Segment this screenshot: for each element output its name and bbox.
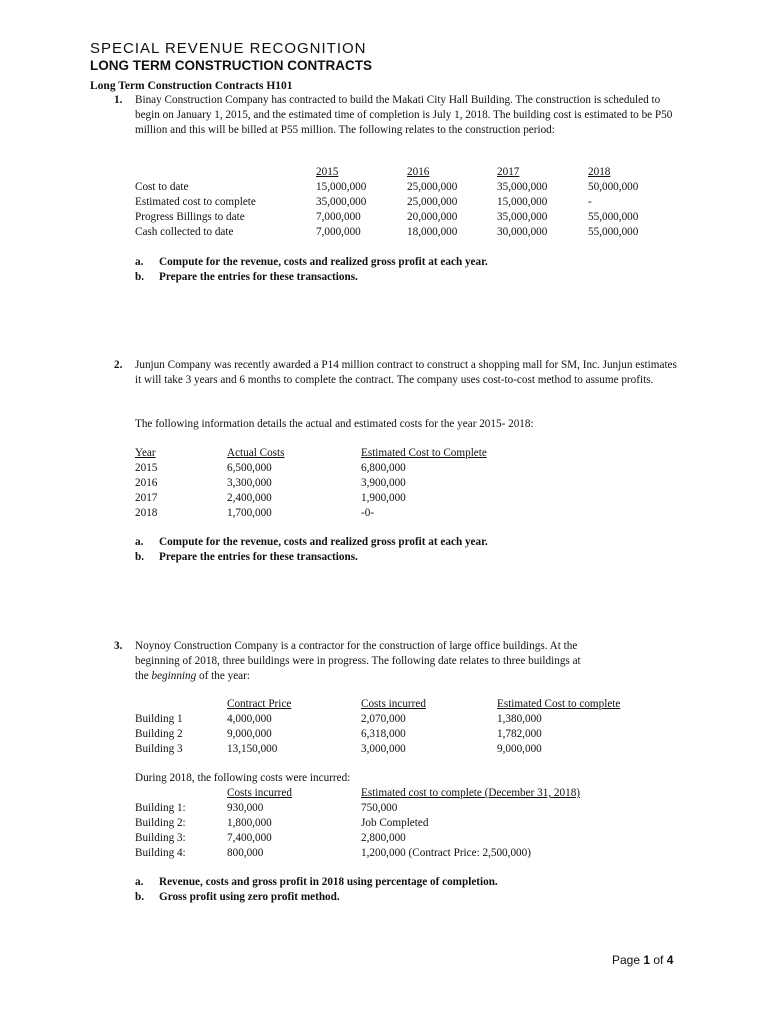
text-fragment: of the year: (196, 670, 250, 682)
problem-1-text: Binay Construction Company has contracted to build the Makati City Hall Building. The construction is scheduled to begin on January 1, 2015, and the estimated time of completion is July 1, 2018. The building cost is estimated to be P50 million and this will be billed at P55 million. The following relates to the construction period: (135, 94, 673, 136)
p3-table1-header: Costs incurred (361, 698, 426, 710)
p1-year-header: 2016 (407, 166, 430, 178)
p2-cell: 2017 (135, 492, 158, 504)
p1-task-text: Compute for the revenue, costs and realized gross profit at each year. (159, 256, 488, 268)
p3-cell: 6,318,000 (361, 728, 406, 740)
p3-cell: 1,200,000 (Contract Price: 2,500,000) (361, 847, 531, 859)
p3-cell: 930,000 (227, 802, 264, 814)
p3-cell: 1,782,000 (497, 728, 542, 740)
problem-2-intro: The following information details the actual and estimated costs for the year 2015- 2018: (135, 418, 534, 430)
section-heading: Long Term Construction Contracts H101 (90, 80, 293, 92)
p1-cell: - (588, 196, 592, 208)
p1-task-text: Prepare the entries for these transactions. (159, 271, 358, 283)
p2-cell: 2016 (135, 477, 158, 489)
page-of: of (650, 953, 667, 967)
p2-header: Year (135, 447, 156, 459)
p3-cell: 9,000,000 (227, 728, 272, 740)
italic-emphasis: beginning (151, 670, 197, 682)
p1-row-label: Progress Billings to date (135, 211, 245, 223)
p2-cell: -0- (361, 507, 375, 519)
p3-table1-header: Contract Price (227, 698, 292, 710)
page-prefix: Page (612, 953, 644, 967)
p3-table1-header: Estimated Cost to complete (497, 698, 621, 710)
p1-cell: 35,000,000 (497, 181, 548, 193)
p3-row-label: Building 2: (135, 817, 186, 829)
document-subtitle: LONG TERM CONSTRUCTION CONTRACTS (90, 58, 372, 73)
p3-row-label: Building 4: (135, 847, 186, 859)
p1-year-header: 2017 (497, 166, 520, 178)
p1-cell: 15,000,000 (497, 196, 548, 208)
problem-3-text-line (135, 669, 250, 684)
p1-cell: 15,000,000 (316, 181, 367, 193)
p3-task-text: Gross profit using zero profit method. (159, 891, 340, 903)
document-title: SPECIAL REVENUE RECOGNITION (90, 40, 367, 57)
p3-cell: 2,070,000 (361, 713, 406, 725)
p2-header: Estimated Cost to Complete (361, 447, 487, 459)
p3-cell: 13,150,000 (227, 743, 278, 755)
page-number (612, 953, 673, 967)
text-fragment: the (135, 670, 152, 682)
p2-task-text: Prepare the entries for these transactions. (159, 551, 358, 563)
p3-cell: 7,400,000 (227, 832, 272, 844)
p3-row-label: Building 1 (135, 713, 183, 725)
p3-table2-header: Costs incurred (227, 787, 292, 799)
p3-cell: 4,000,000 (227, 713, 272, 725)
current-page: 1 (643, 953, 651, 967)
p3-task-letter: a. (135, 876, 144, 888)
p2-cell: 1,900,000 (361, 492, 406, 504)
p1-cell: 18,000,000 (407, 226, 458, 238)
p1-row-label: Estimated cost to complete (135, 196, 256, 208)
p1-cell: 20,000,000 (407, 211, 458, 223)
p2-cell: 2,400,000 (227, 492, 272, 504)
p1-cell: 35,000,000 (316, 196, 367, 208)
p1-row-label: Cash collected to date (135, 226, 234, 238)
p3-task-letter: b. (135, 891, 145, 903)
p1-row-label: Cost to date (135, 181, 189, 193)
p3-cell: 3,000,000 (361, 743, 406, 755)
p1-cell: 25,000,000 (407, 196, 458, 208)
p2-cell: 6,800,000 (361, 462, 406, 474)
p2-task-letter: b. (135, 551, 145, 563)
p3-row-label: Building 3 (135, 743, 183, 755)
problem-2-number: 2. (114, 359, 123, 371)
problem-3-text-line: Noynoy Construction Company is a contractor for the construction of large office buildings. At the (135, 640, 578, 652)
problem-2-text: Junjun Company was recently awarded a P14 million contract to construct a shopping mall for SM, Inc. Junjun estimates it will take 3 years and 6 months to complete the contract. The company uses cost-to-cost method to assume profits. (135, 359, 677, 386)
p1-cell: 25,000,000 (407, 181, 458, 193)
p1-cell: 30,000,000 (497, 226, 548, 238)
p2-task-letter: a. (135, 536, 144, 548)
p2-cell: 3,900,000 (361, 477, 406, 489)
p2-header: Actual Costs (227, 447, 285, 459)
p3-row-label: Building 1: (135, 802, 186, 814)
p1-task-letter: b. (135, 271, 145, 283)
p1-task-letter: a. (135, 256, 144, 268)
p3-cell: 1,800,000 (227, 817, 272, 829)
p3-row-label: Building 3: (135, 832, 186, 844)
p3-cell: 1,380,000 (497, 713, 542, 725)
p3-cell: Job Completed (361, 817, 429, 829)
p1-year-header: 2018 (588, 166, 611, 178)
p2-cell: 3,300,000 (227, 477, 272, 489)
p3-during-text: During 2018, the following costs were incurred: (135, 772, 351, 784)
p1-cell: 7,000,000 (316, 226, 361, 238)
p1-cell: 7,000,000 (316, 211, 361, 223)
problem-1-number: 1. (114, 94, 123, 106)
p3-cell: 9,000,000 (497, 743, 542, 755)
p2-cell: 2015 (135, 462, 158, 474)
p3-cell: 800,000 (227, 847, 264, 859)
problem-3-text-line: beginning of 2018, three buildings were in progress. The following date relates to three buildings at (135, 655, 581, 667)
problem-3-number: 3. (114, 640, 123, 652)
p2-cell: 6,500,000 (227, 462, 272, 474)
p1-year-header: 2015 (316, 166, 339, 178)
p1-cell: 55,000,000 (588, 211, 639, 223)
p1-cell: 50,000,000 (588, 181, 639, 193)
p1-cell: 55,000,000 (588, 226, 639, 238)
p3-cell: 750,000 (361, 802, 398, 814)
p3-row-label: Building 2 (135, 728, 183, 740)
p3-task-text: Revenue, costs and gross profit in 2018 using percentage of completion. (159, 876, 498, 888)
p2-cell: 2018 (135, 507, 158, 519)
p3-cell: 2,800,000 (361, 832, 406, 844)
total-pages: 4 (666, 953, 674, 967)
p3-table2-header: Estimated cost to complete (December 31, 2018) (361, 787, 581, 799)
p2-cell: 1,700,000 (227, 507, 272, 519)
p2-task-text: Compute for the revenue, costs and realized gross profit at each year. (159, 536, 488, 548)
p1-cell: 35,000,000 (497, 211, 548, 223)
